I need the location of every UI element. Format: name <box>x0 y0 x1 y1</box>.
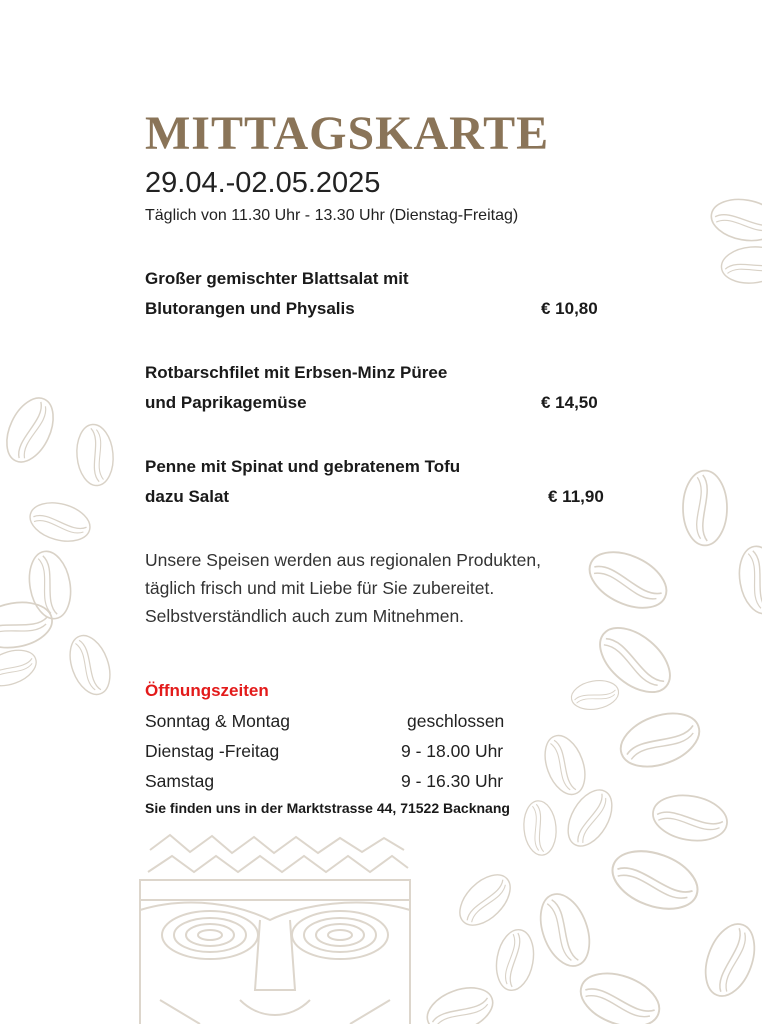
dish-list <box>145 264 625 512</box>
intro-line: Selbstverständlich auch zum Mitnehmen. <box>145 606 465 626</box>
dish-price: € 14,50 <box>541 393 598 412</box>
dish-name-line2: dazu Salat <box>145 487 230 506</box>
opening-time: geschlossen <box>407 711 505 731</box>
date-range: 29.04.-02.05.2025 <box>145 167 381 199</box>
opening-time: 9 - 18.00 Uhr <box>401 741 504 761</box>
dish-price: € 11,90 <box>548 487 604 506</box>
dish-name-line2: und Paprikagemüse <box>145 393 307 412</box>
intro-line: täglich frisch und mit Liebe für Sie zubereitet. <box>145 578 495 598</box>
opening-hours-row <box>145 736 625 766</box>
opening-hours-row <box>145 706 625 736</box>
menu-content <box>145 108 625 820</box>
intro-text <box>145 546 625 630</box>
dish-item <box>145 264 625 324</box>
intro-line: Unsere Speisen werden aus regionalen Produkten, <box>145 550 541 570</box>
opening-hours-row <box>145 766 625 796</box>
tiki-mask-icon <box>140 835 410 1024</box>
opening-day: Samstag <box>145 771 215 791</box>
dish-item <box>145 358 625 418</box>
page-title: MITTAGSKARTE <box>145 107 550 160</box>
dish-name-line1: Großer gemischter Blattsalat mit <box>145 269 409 288</box>
dish-name-line2: Blutorangen und Physalis <box>145 299 355 318</box>
opening-hours-title: Öffnungszeiten <box>145 681 269 700</box>
dish-item <box>145 452 625 512</box>
dish-name-line1: Rotbarschfilet mit Erbsen-Minz Püree <box>145 363 448 382</box>
opening-time: 9 - 16.30 Uhr <box>401 771 504 791</box>
address-line: Sie finden uns in der Marktstrasse 44, 71522 Backnang <box>145 800 510 816</box>
opening-day: Sonntag & Montag <box>145 711 290 731</box>
dish-price: € 10,80 <box>541 299 598 318</box>
serving-hours: Täglich von 11.30 Uhr - 13.30 Uhr (Dienstag-Freitag) <box>145 207 519 224</box>
opening-day: Dienstag -Freitag <box>145 741 280 761</box>
dish-name-line1: Penne mit Spinat und gebratenem Tofu <box>145 457 461 476</box>
